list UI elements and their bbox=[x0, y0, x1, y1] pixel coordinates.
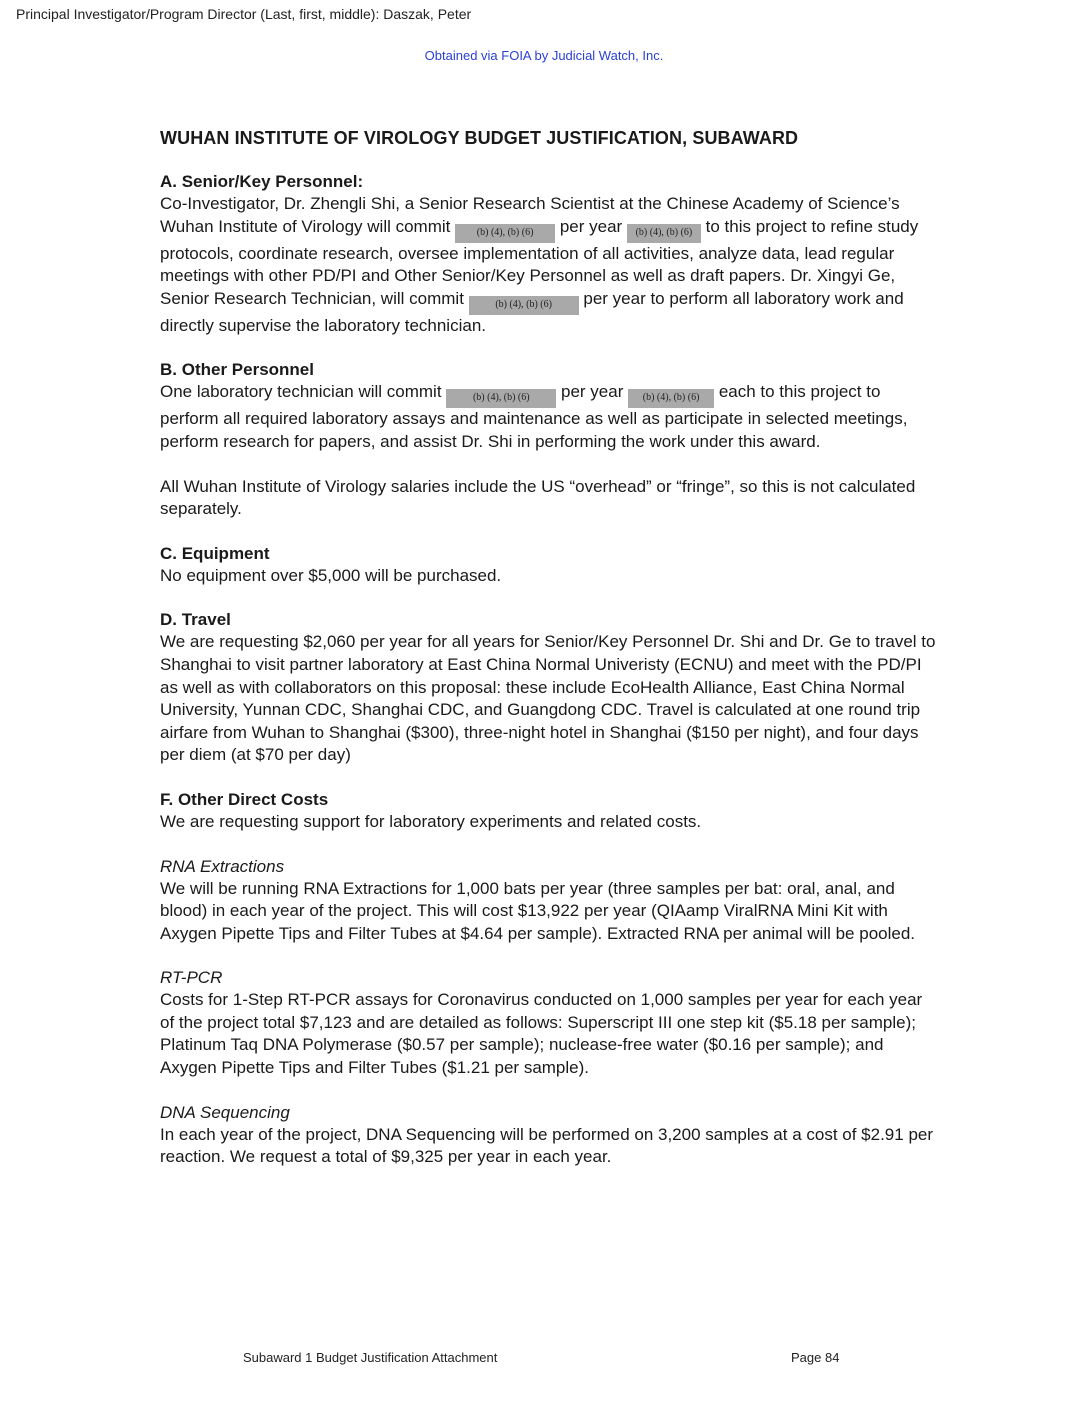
rt-pcr-paragraph: Costs for 1-Step RT-PCR assays for Coronavirus conducted on 1,000 samples per year for each year of the project total $7,123 and are detailed as follows: Superscript III one step kit ($5.18 per sample); Platinum Taq DNA Polymerase ($0.57 per sample); nuclease-free water ($0.16 per sample); and Axygen Pipette Tips and Filter Tubes ($1.21 per sample). bbox=[160, 990, 923, 1078]
section-d-heading: D. Travel bbox=[160, 610, 231, 630]
redaction-box: (b) (4), (b) (6) bbox=[446, 389, 556, 408]
rna-extractions-paragraph: We will be running RNA Extractions for 1,000 bats per year (three samples per bat: oral, anal, and blood) in each year of the project. This will cost $13,922 per year (QIAamp ViralRNA Mini Kit with Axygen Pipette Tips and Filter Tubes at $4.64 per sample). Extracted RNA per animal will be pooled. bbox=[160, 878, 916, 943]
document-title: WUHAN INSTITUTE OF VIROLOGY BUDGET JUSTIFICATION, SUBAWARD bbox=[160, 128, 799, 148]
section-b-paragraph bbox=[160, 381, 940, 453]
footer-page-number: Page 84 bbox=[791, 1350, 840, 1365]
section-f-paragraph: We are requesting support for laboratory experiments and related costs. bbox=[160, 811, 702, 831]
section-f-heading: F. Other Direct Costs bbox=[160, 789, 329, 809]
section-b-text-3: each to this project to perform all required laboratory assays and maintenance as well as participate in selected meetings, perform research for papers, and assist Dr. Shi in performing the work under this award. bbox=[160, 382, 908, 451]
rt-pcr-heading: RT-PCR bbox=[160, 968, 223, 988]
section-c-heading: C. Equipment bbox=[160, 543, 270, 563]
dna-sequencing-paragraph: In each year of the project, DNA Sequencing will be performed on 3,200 samples at a cost of $2.91 per reaction. We request a total of $9,325 per year in each year. bbox=[160, 1124, 934, 1167]
section-a-text-4: per year to perform all laboratory work and directly supervise the laboratory technician. bbox=[160, 288, 904, 335]
section-b-heading: B. Other Personnel bbox=[160, 360, 314, 380]
section-a-paragraph bbox=[160, 193, 940, 337]
rna-extractions-heading: RNA Extractions bbox=[160, 856, 285, 876]
redaction-box: (b) (4), (b) (6) bbox=[627, 224, 701, 243]
section-a-text-2: per year bbox=[555, 216, 627, 236]
section-b-text-2: per year bbox=[556, 382, 629, 402]
salary-note-paragraph: All Wuhan Institute of Virology salaries include the US “overhead” or “fringe”, so this is not calculated separately. bbox=[160, 476, 916, 519]
section-c-paragraph: No equipment over $5,000 will be purchased. bbox=[160, 565, 502, 585]
footer-attachment-label: Subaward 1 Budget Justification Attachment bbox=[243, 1350, 498, 1365]
foia-notice: Obtained via FOIA by Judicial Watch, Inc. bbox=[424, 48, 664, 63]
document-body bbox=[160, 128, 940, 1191]
section-a-text-1: Co-Investigator, Dr. Zhengli Shi, a Senior Research Scientist at the Chinese Academy of Science’s Wuhan Institute of Virology will commit bbox=[160, 194, 900, 236]
section-b-text-1: One laboratory technician will commit bbox=[160, 382, 447, 402]
pi-header: Principal Investigator/Program Director (Last, first, middle): Daszak, Peter bbox=[16, 6, 472, 22]
section-a-heading: A. Senior/Key Personnel: bbox=[160, 172, 364, 191]
redaction-box: (b) (4), (b) (6) bbox=[469, 296, 579, 315]
section-a-text-3: to this project to refine study protocols, coordinate research, oversee implementation of all activities, analyze data, lead regular meetings with other PD/PI and Other Senior/Key Personnel as well as draft papers. Dr. Xingyi Ge, Senior Research Technician, will commit bbox=[160, 216, 919, 308]
redaction-box: (b) (4), (b) (6) bbox=[628, 389, 714, 408]
section-d-paragraph: We are requesting $2,060 per year for all years for Senior/Key Personnel Dr. Shi and Dr. Ge to travel to Shanghai to visit partner laboratory at East China Normal Univeristy (ECNU) and meet with the PD/PI as well as with collaborators on this proposal: these include EcoHealth Alliance, East China Normal University, Yunnan CDC, Shanghai CDC, and Guangdong CDC. Travel is calculated at one round trip airfare from Wuhan to Shanghai ($300), three-night hotel in Shanghai ($150 per night), and four days per diem (at $70 per day) bbox=[160, 632, 936, 765]
redaction-box: (b) (4), (b) (6) bbox=[455, 224, 555, 243]
dna-sequencing-heading: DNA Sequencing bbox=[160, 1102, 290, 1122]
